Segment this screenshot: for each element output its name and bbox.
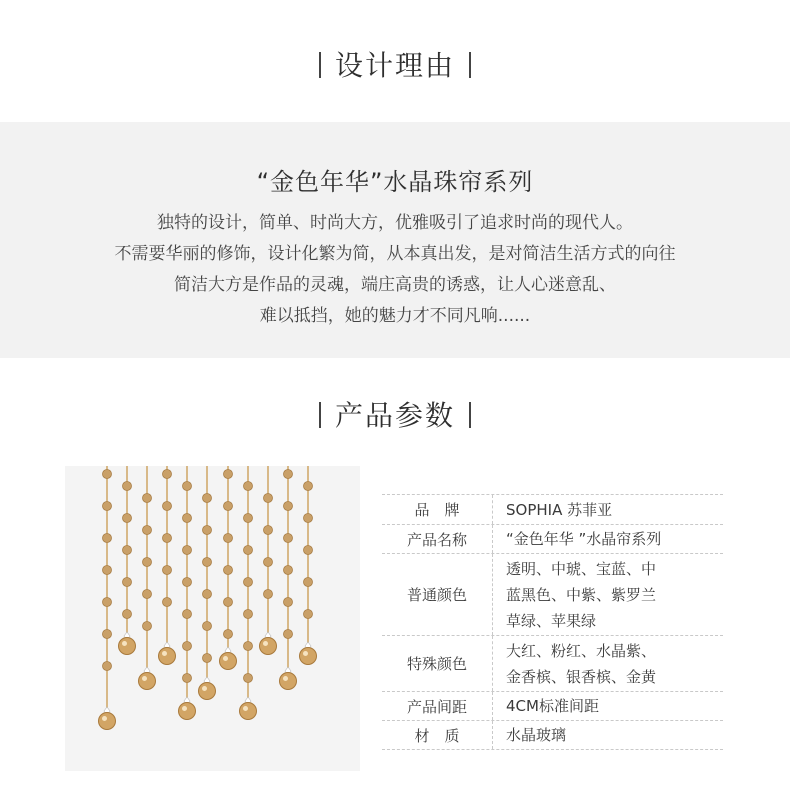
curtain-bead	[183, 674, 192, 683]
crystal-drop-highlight	[162, 651, 167, 656]
crystal-drop	[199, 683, 216, 700]
curtain-bead	[103, 662, 112, 671]
crystal-drop-highlight	[182, 706, 187, 711]
crystal-drop-highlight	[283, 676, 288, 681]
crystal-drop-highlight	[303, 651, 308, 656]
param-label: 品 牌	[382, 495, 493, 524]
curtain-bead	[103, 534, 112, 543]
title-divider-right	[469, 402, 471, 428]
curtain-bead	[163, 534, 172, 543]
curtain-bead	[304, 546, 313, 555]
param-label: 材 质	[382, 721, 493, 749]
param-value: “金色年华 ”水晶帘系列	[506, 530, 662, 548]
curtain-bead	[123, 514, 132, 523]
curtain-bead	[304, 514, 313, 523]
curtain-bead	[264, 590, 273, 599]
crystal-drop-highlight	[223, 656, 228, 661]
curtain-bead	[264, 526, 273, 535]
curtain-bead	[244, 610, 253, 619]
param-label: 普通颜色	[382, 554, 493, 635]
crystal-curtain-illustration	[65, 466, 360, 771]
crystal-drop	[99, 713, 116, 730]
curtain-bead	[163, 598, 172, 607]
curtain-bead	[284, 566, 293, 575]
section-title-text: 设计理由	[334, 49, 455, 82]
curtain-bead	[123, 578, 132, 587]
curtain-bead	[183, 578, 192, 587]
crystal-drop	[280, 673, 297, 690]
param-label: 产品间距	[382, 692, 493, 720]
curtain-bead	[123, 546, 132, 555]
curtain-bead	[103, 470, 112, 479]
curtain-bead	[143, 494, 152, 503]
curtain-bead	[163, 470, 172, 479]
curtain-bead	[203, 622, 212, 631]
curtain-bead	[163, 566, 172, 575]
intro-band	[0, 122, 790, 358]
curtain-bead	[183, 546, 192, 555]
curtain-bead	[224, 534, 233, 543]
curtain-bead	[224, 470, 233, 479]
section-title-text: 产品参数	[334, 399, 455, 432]
crystal-drop-highlight	[142, 676, 147, 681]
curtain-bead	[244, 642, 253, 651]
param-value: 透明、中琥、宝蓝、中 蓝黑色、中紫、紫罗兰 草绿、苹果绿	[506, 559, 657, 630]
curtain-bead	[143, 558, 152, 567]
curtain-bead	[244, 674, 253, 683]
curtain-bead	[224, 598, 233, 607]
param-value: 大红、粉红、水晶紫、 金香槟、银香槟、金黄	[506, 641, 657, 686]
section-title-design-reason	[0, 44, 790, 84]
curtain-bead	[264, 558, 273, 567]
title-divider-right	[469, 52, 471, 78]
crystal-drop-highlight	[243, 706, 248, 711]
curtain-bead	[143, 622, 152, 631]
curtain-bead	[284, 534, 293, 543]
curtain-bead	[224, 502, 233, 511]
curtain-bead	[163, 502, 172, 511]
curtain-bead	[123, 482, 132, 491]
curtain-bead	[244, 546, 253, 555]
intro-text	[0, 208, 790, 332]
curtain-bead	[143, 526, 152, 535]
section-title-product-params	[0, 394, 790, 434]
curtain-bead	[284, 502, 293, 511]
curtain-bead	[183, 642, 192, 651]
crystal-drop	[220, 653, 237, 670]
curtain-bead	[304, 482, 313, 491]
param-row-name	[382, 525, 723, 554]
crystal-drop	[159, 648, 176, 665]
param-label: 特殊颜色	[382, 636, 493, 691]
curtain-bead	[304, 610, 313, 619]
curtain-bead	[244, 514, 253, 523]
curtain-bead	[143, 590, 152, 599]
param-value: 4CM标准间距	[506, 697, 599, 715]
curtain-bead	[203, 590, 212, 599]
curtain-bead	[224, 630, 233, 639]
curtain-bead	[103, 630, 112, 639]
curtain-bead	[183, 514, 192, 523]
param-row-material	[382, 721, 723, 750]
crystal-drop	[300, 648, 317, 665]
curtain-bead	[123, 610, 132, 619]
curtain-bead	[304, 578, 313, 587]
intro-line: 简洁大方是作品的灵魂，端庄高贵的诱惑，让人心迷意乱、	[174, 275, 616, 295]
crystal-drop	[179, 703, 196, 720]
curtain-bead	[203, 558, 212, 567]
curtain-bead	[103, 502, 112, 511]
crystal-drop	[260, 638, 277, 655]
param-label: 产品名称	[382, 525, 493, 553]
title-divider-left	[319, 52, 321, 78]
title-divider-left	[319, 402, 321, 428]
param-row-spacing	[382, 692, 723, 721]
crystal-drop-highlight	[122, 641, 127, 646]
curtain-bead	[183, 610, 192, 619]
curtain-bead	[203, 526, 212, 535]
curtain-bead	[264, 494, 273, 503]
curtain-bead	[203, 494, 212, 503]
product-image	[65, 466, 360, 771]
curtain-bead	[284, 598, 293, 607]
curtain-bead	[244, 482, 253, 491]
curtain-bead	[203, 654, 212, 663]
intro-line: 独特的设计，简单、时尚大方，优雅吸引了追求时尚的现代人。	[157, 213, 633, 233]
curtain-bead	[244, 578, 253, 587]
curtain-bead	[183, 482, 192, 491]
curtain-bead	[224, 566, 233, 575]
curtain-bead	[284, 470, 293, 479]
intro-line: 难以抵挡，她的魅力才不同凡响......	[259, 306, 531, 326]
crystal-drop	[240, 703, 257, 720]
crystal-drop-highlight	[102, 716, 107, 721]
param-row-brand	[382, 494, 723, 525]
param-row-special-colors	[382, 636, 723, 692]
curtain-bead	[103, 598, 112, 607]
intro-line: 不需要华丽的修饰，设计化繁为简，从本真出发，是对简洁生活方式的向往	[114, 244, 676, 264]
crystal-drop	[119, 638, 136, 655]
crystal-drop	[139, 673, 156, 690]
curtain-bead	[103, 566, 112, 575]
series-heading: “金色年华”水晶珠帘系列	[256, 168, 534, 196]
curtain-bead	[284, 630, 293, 639]
params-table	[382, 494, 723, 750]
crystal-drop-highlight	[202, 686, 207, 691]
param-value: SOPHIA 苏菲亚	[506, 500, 613, 519]
crystal-drop-highlight	[263, 641, 268, 646]
param-value: 水晶玻璃	[506, 726, 567, 744]
param-row-normal-colors	[382, 554, 723, 636]
